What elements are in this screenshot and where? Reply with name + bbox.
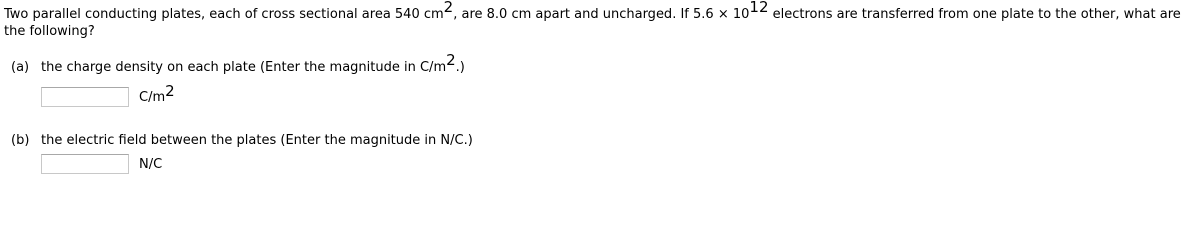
times-symbol: ×: [717, 7, 729, 22]
part-b-answer-row: [41, 153, 162, 175]
part-a-prompt: [11, 51, 465, 76]
part-b-prompt: [11, 132, 473, 149]
question-text-part: Two parallel conducting plates, each of cross sectional area 540 cm: [4, 7, 444, 22]
part-a-unit-exponent: 2: [165, 81, 175, 100]
question-text: [4, 0, 1196, 40]
part-a-prompt-text-end: .): [455, 60, 465, 75]
part-a-prompt-exponent: 2: [446, 51, 456, 69]
part-a-unit: [139, 81, 175, 105]
part-b-unit: N/C: [139, 156, 163, 172]
power-exponent: 12: [749, 0, 769, 16]
part-a-prompt-text: the charge density on each plate (Enter the magnitude in C/m: [41, 60, 447, 75]
part-b-prompt-text: the electric field between the plates (Enter the magnitude in N/C.): [41, 133, 473, 148]
part-b-letter: (b): [11, 133, 30, 148]
part-a-letter: (a): [11, 60, 30, 75]
question-text-part: 10: [728, 7, 750, 22]
part-b-answer-input[interactable]: [41, 154, 129, 174]
part-a-unit-base: C/m: [139, 89, 166, 105]
question-text-part: electrons are transferred from one plate to the other, what are the following?: [4, 7, 1181, 39]
area-exponent: 2: [443, 0, 454, 16]
part-a-answer-input[interactable]: [41, 87, 129, 107]
question-text-part: , are 8.0 cm apart and uncharged. If 5.6: [453, 7, 718, 22]
part-a-answer-row: [41, 81, 175, 108]
